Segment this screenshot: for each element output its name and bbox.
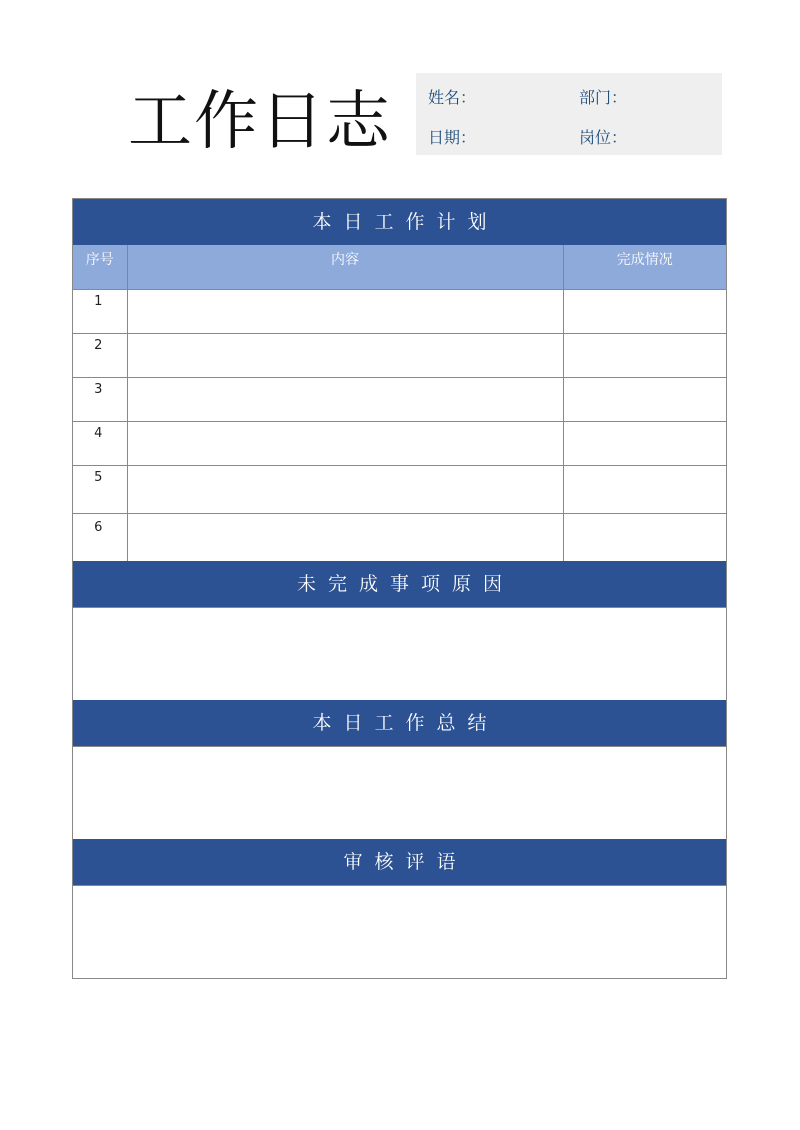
row-number: 2 — [73, 333, 127, 377]
plan-section-heading: 本日工作计划 — [73, 199, 726, 245]
column-header-number: 序号 — [73, 245, 127, 289]
plan-table-header — [73, 245, 726, 289]
plan-table — [73, 245, 726, 561]
row-number: 4 — [73, 421, 127, 465]
row-number: 1 — [73, 289, 127, 333]
page-title: 工作日志 — [128, 85, 392, 159]
table-row — [73, 465, 726, 513]
table-row — [73, 289, 726, 333]
review-section-heading: 审核评语 — [73, 839, 726, 885]
column-header-status: 完成情况 — [563, 245, 726, 289]
row-status-cell[interactable] — [563, 289, 726, 333]
row-content-cell[interactable] — [127, 333, 563, 377]
department-field[interactable]: 部门： — [579, 88, 628, 107]
table-row — [73, 333, 726, 377]
row-number: 5 — [73, 465, 127, 513]
worklog-sheet — [72, 198, 727, 979]
summary-section-heading: 本日工作总结 — [73, 700, 726, 746]
row-content-cell[interactable] — [127, 377, 563, 421]
row-status-cell[interactable] — [563, 377, 726, 421]
info-box — [416, 73, 722, 155]
row-content-cell[interactable] — [127, 465, 563, 513]
row-content-cell[interactable] — [127, 421, 563, 465]
table-row — [73, 513, 726, 561]
column-header-content: 内容 — [127, 245, 563, 289]
review-comment-area[interactable] — [73, 885, 726, 978]
date-field[interactable]: 日期： — [428, 128, 477, 147]
name-field[interactable]: 姓名： — [428, 88, 477, 107]
row-content-cell[interactable] — [127, 513, 563, 561]
row-status-cell[interactable] — [563, 421, 726, 465]
row-status-cell[interactable] — [563, 465, 726, 513]
row-content-cell[interactable] — [127, 289, 563, 333]
unfinished-reason-area[interactable] — [73, 607, 726, 700]
position-field[interactable]: 岗位： — [579, 128, 628, 147]
row-number: 6 — [73, 513, 127, 561]
row-status-cell[interactable] — [563, 333, 726, 377]
unfinished-section-heading: 未完成事项原因 — [73, 561, 726, 607]
row-number: 3 — [73, 377, 127, 421]
summary-area[interactable] — [73, 746, 726, 839]
row-status-cell[interactable] — [563, 513, 726, 561]
table-row — [73, 421, 726, 465]
table-row — [73, 377, 726, 421]
